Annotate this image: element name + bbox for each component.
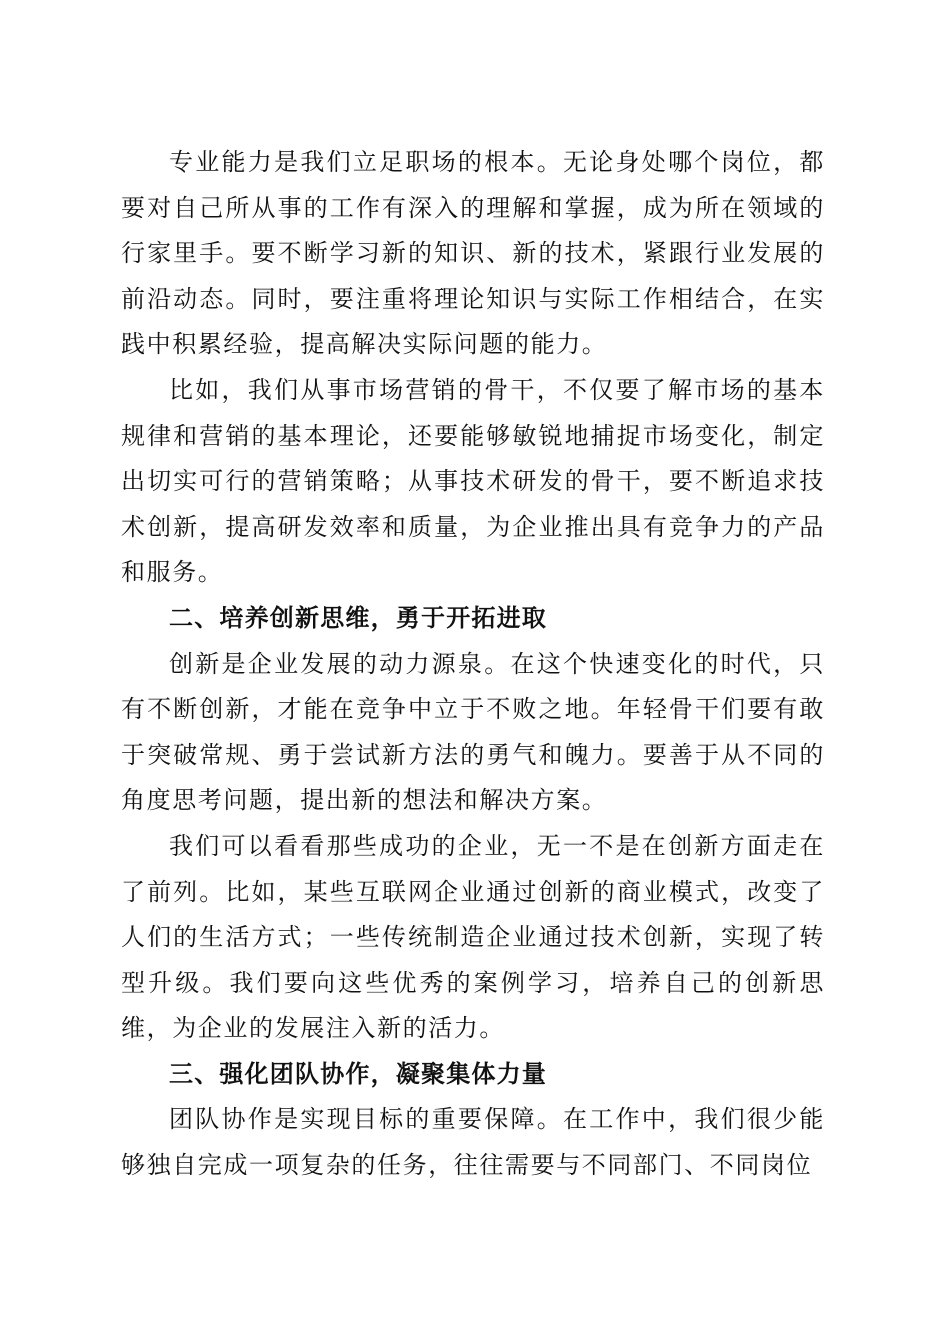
document-body bbox=[121, 140, 825, 1189]
section-heading-teamwork: 三、强化团队协作，凝聚集体力量 bbox=[169, 1059, 547, 1088]
paragraph-example-roles: 比如，我们从事市场营销的骨干，不仅要了解市场的基本规律和营销的基本理论，还要能够敏锐地捕捉市场变化，制定出切实可行的营销策略；从事技术研发的骨干，要不断追求技术创新，提高研发效率和质量，为企业推出具有竞争力的产品和服务。 bbox=[121, 375, 825, 587]
paragraph-innovation-examples: 我们可以看看那些成功的企业，无一不是在创新方面走在了前列。比如，某些互联网企业通过创新的商业模式，改变了人们的生活方式；一些传统制造企业通过技术创新，实现了转型升级。我们要向这些优秀的案例学习，培养自己的创新思维，为企业的发展注入新的活力。 bbox=[121, 831, 825, 1043]
paragraph-teamwork: 团队协作是实现目标的重要保障。在工作中，我们很少能够独自完成一项复杂的任务，往往需要与不同部门、不同岗位 bbox=[121, 1105, 825, 1180]
paragraph-innovation: 创新是企业发展的动力源泉。在这个快速变化的时代，只有不断创新，才能在竞争中立于不败之地。年轻骨干们要有敢于突破常规、勇于尝试新方法的勇气和魄力。要善于从不同的角度思考问题，提出新的想法和解决方案。 bbox=[121, 649, 825, 815]
paragraph-professional-ability: 专业能力是我们立足职场的根本。无论身处哪个岗位，都要对自己所从事的工作有深入的理解和掌握，成为所在领域的行家里手。要不断学习新的知识、新的技术，紧跟行业发展的前沿动态。同时，要注重将理论知识与实际工作相结合，在实践中积累经验，提高解决实际问题的能力。 bbox=[121, 148, 825, 359]
section-heading-innovation: 二、培养创新思维，勇于开拓进取 bbox=[169, 603, 547, 632]
